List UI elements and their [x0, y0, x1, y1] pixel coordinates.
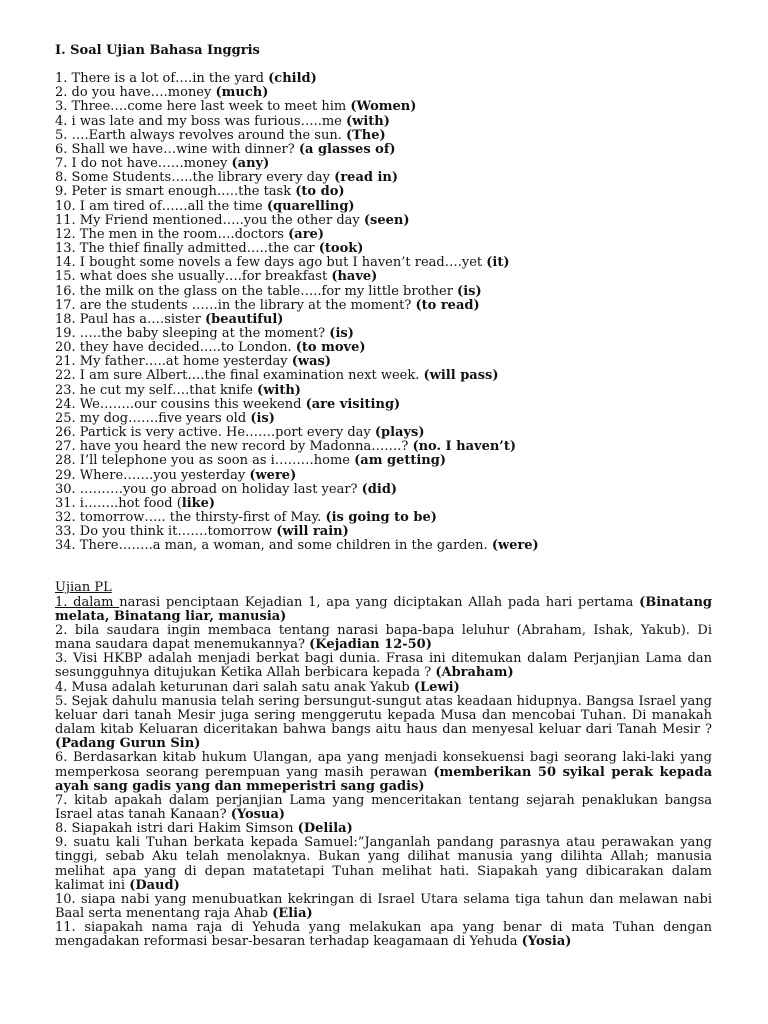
english-question [55, 157, 712, 171]
pl-question [55, 751, 712, 793]
question-answer: (are visiting) [305, 396, 401, 412]
question-answer: (memberikan 50 syikal perak kepada ayah sang gadis yang dan mmeperistri sang gadis) [55, 764, 712, 794]
question-answer: (have) [331, 269, 378, 285]
question-text: 5. ….Earth always revolves around the sun. [55, 127, 346, 143]
question-answer: (with) [346, 113, 390, 129]
question-text: 12. The men in the room….doctors [55, 226, 289, 242]
question-answer: (quarelling) [266, 198, 355, 214]
english-question [55, 355, 712, 369]
question-answer: (seen) [363, 212, 410, 228]
english-question [55, 341, 712, 355]
pl-question [55, 836, 712, 893]
question-text: 16. the milk on the glass on the table…..for my little brother [55, 283, 458, 299]
question-answer: (Padang Gurun Sin) [55, 736, 201, 752]
question-text: 5. Sejak dahulu manusia telah sering bersungut-sungut atas keadaan hidupnya. Bangsa Israel yang keluar dari tanah Mesir juga sering menggerutu kepada Musa dan mencobai Tuhan. Di manakah dalam kitab Keluaran diceritakan bahwa bangs aitu haus dan menyesal keluar dari Tanah Mesir ? [55, 693, 712, 738]
english-question [55, 398, 712, 412]
english-question [55, 426, 712, 440]
pl-question [55, 794, 712, 822]
question-answer: (child) [268, 71, 317, 87]
question-text: 15. what does she usually….for breakfast [55, 269, 332, 285]
question-answer: (Women) [350, 99, 417, 115]
question-answer: (Elia) [272, 906, 313, 922]
question-answer: (took) [318, 241, 364, 257]
question-text: 28. I’ll telephone you as soon as i………home [55, 453, 355, 469]
question-answer: (will pass) [423, 368, 499, 384]
pl-question [55, 921, 712, 949]
question-answer: (with) [257, 382, 301, 398]
english-question [55, 483, 712, 497]
question-answer: (The) [345, 127, 386, 143]
english-question [55, 86, 712, 100]
english-question [55, 115, 712, 129]
question-answer: (a glasses of) [298, 141, 396, 157]
english-question [55, 171, 712, 185]
question-text: 11. My Friend mentioned…..you the other day [55, 212, 364, 228]
question-text: 4. Musa adalah keturunan dari salah satu anak Yakub [55, 679, 414, 695]
pl-question [55, 652, 712, 680]
question-answer: (it) [486, 255, 510, 271]
pl-question-1 [55, 596, 712, 624]
question-text: 4. i was late and my boss was furious…..me [55, 113, 346, 129]
question-answer: (am getting) [354, 453, 446, 469]
question-answer: (to read) [415, 297, 480, 313]
english-question-list [55, 72, 712, 553]
pl-question [55, 624, 712, 652]
question-text: 3. Visi HKBP adalah menjadi berkat bagi dunia. Frasa ini ditemukan dalam Perjanjian Lama dan sesungguhnya ditujukan Ketika Allah berbicara kepada ? [55, 651, 712, 681]
question-text: 24. We……..our cousins this weekend [55, 396, 306, 412]
question-text: 27. have you heard the new record by Madonna…….? [55, 439, 413, 455]
question-answer: (is) [250, 410, 275, 426]
english-question [55, 270, 712, 284]
pl-question [55, 893, 712, 921]
question-text: 14. I bought some novels a few days ago but I haven’t read….yet [55, 255, 487, 271]
english-question [55, 412, 712, 426]
question-text: 6. Berdasarkan kitab hukum Ulangan, apa yang menjadi konsekuensi bagi seorang laki-laki yang memperkosa seorang perempuan yang masih perawan [55, 750, 712, 780]
question-text: 7. kitab apakah dalam perjanjian Lama yang menceritakan tentang sejarah penaklukan bangsa Israel atas tanah Kanaan? [55, 792, 712, 822]
question-text: 2. bila saudara ingin membaca tentang narasi bapa-bapa leluhur (Abraham, Ishak, Yakub). Di mana saudara dapat menemukannya? [55, 622, 712, 653]
question-answer: (Yosua) [230, 806, 286, 822]
question-text: 8. Siapakah istri dari Hakim Simson [55, 821, 298, 837]
english-question [55, 299, 712, 313]
question-text: 8. Some Students…..the library every day [55, 170, 335, 186]
question-text: 3. Three….come here last week to meet him [55, 99, 351, 115]
question-answer: (Abraham) [435, 665, 514, 681]
question-answer: (any) [231, 156, 270, 172]
english-question [55, 228, 712, 242]
pl-question-list [55, 624, 712, 950]
q1-answer: (Binatang melata, Binatang liar, manusia) [55, 594, 712, 624]
english-question [55, 497, 712, 511]
english-question [55, 285, 712, 299]
question-answer: (read in) [334, 170, 399, 186]
question-text: 26. Partick is very active. He…….port every day [55, 425, 375, 441]
english-question [55, 384, 712, 398]
question-text: 29. Where…….you yesterday [55, 467, 250, 483]
q1-underline-text: 1. dalam [55, 594, 120, 610]
section-gap [55, 553, 712, 581]
english-question [55, 242, 712, 256]
question-answer: (Delila) [297, 821, 353, 837]
question-answer: (to do) [295, 184, 345, 200]
question-answer: (is) [457, 283, 482, 299]
question-answer: (is) [329, 325, 354, 341]
question-text: 23. he cut my self….that knife [55, 382, 258, 398]
question-text: 33. Do you think it…….tomorrow [55, 524, 277, 540]
section1-title: I. Soal Ujian Bahasa Inggris [55, 43, 260, 58]
question-text: 20. they have decided…..to London. [55, 340, 296, 356]
english-question [55, 256, 712, 270]
pl-question [55, 681, 712, 695]
pl-question [55, 822, 712, 836]
question-answer: (will rain) [276, 524, 349, 540]
question-text: 9. suatu kali Tuhan berkata kepada Samuel:”Janganlah pandang parasnya atau perawakan yang tinggi, sebab Aku telah menolaknya. Bukan yang dilihat manusia yang dilihta Allah; manusia melihat apa yang di depan matatetapi Tuhan melihat hati. Siapakah yang dibicarakan dalam kalimat ini [55, 835, 712, 893]
question-text: 31. i……..hot food ( [55, 495, 182, 511]
question-text: 34. There……..a man, a woman, and some children in the garden. [55, 538, 492, 554]
question-answer: (were) [249, 467, 297, 483]
question-answer: (Yosia) [521, 934, 572, 950]
question-answer: (Kejadian 12-50) [309, 637, 432, 653]
question-text: 10. I am tired of……all the time [55, 198, 267, 214]
english-question [55, 185, 712, 199]
question-text: 9. Peter is smart enough…..the task [55, 184, 296, 200]
question-answer: (was) [291, 354, 332, 370]
question-text: 19. …..the baby sleeping at the moment? [55, 325, 330, 341]
question-answer: (much) [215, 85, 269, 101]
english-question [55, 200, 712, 214]
english-question [55, 469, 712, 483]
english-question [55, 525, 712, 539]
english-question [55, 313, 712, 327]
english-question [55, 440, 712, 454]
english-question [55, 129, 712, 143]
english-question [55, 327, 712, 341]
question-answer: (plays) [374, 425, 425, 441]
question-answer: (were) [491, 538, 539, 554]
english-question [55, 511, 712, 525]
question-text: 32. tomorrow….. the thirsty-first of May. [55, 510, 326, 525]
question-answer: (is going to be) [325, 510, 437, 525]
question-text: 22. I am sure Albert….the final examination next week. [55, 368, 424, 384]
question-text: 7. I do not have……money [55, 156, 232, 172]
english-question [55, 143, 712, 157]
question-answer: (no. I haven’t) [412, 439, 516, 455]
question-text: 25. my dog…….five years old [55, 410, 251, 426]
question-answer: (Daud) [129, 877, 180, 893]
question-text: 2. do you have….money [55, 85, 216, 101]
question-text: 21. My father…..at home yesterday [55, 354, 292, 370]
question-text: 11. siapakah nama raja di Yehuda yang melakukan apa yang benar di mata Tuhan dengan mengadakan reformasi besar-besaran terhadap keagamaan di Yehuda [55, 920, 712, 950]
question-answer: (to move) [295, 340, 366, 356]
english-question [55, 369, 712, 383]
question-answer: (Lewi) [413, 679, 460, 695]
question-answer: (are) [288, 226, 324, 242]
question-text: 30. ……….you go abroad on holiday last year? [55, 481, 362, 497]
question-answer: like) [181, 495, 216, 511]
question-answer: (beautiful) [204, 311, 284, 327]
pl-question [55, 695, 712, 752]
section2-title: Ujian PL [55, 580, 112, 596]
question-text: 17. are the students ……in the library at the moment? [55, 297, 416, 313]
english-question [55, 214, 712, 228]
question-text: 18. Paul has a….sister [55, 311, 205, 327]
english-question [55, 72, 712, 86]
english-question [55, 454, 712, 468]
question-text: 6. Shall we have…wine with dinner? [55, 141, 299, 157]
q1-text: narasi penciptaan Kejadian 1, apa yang diciptakan Allah pada hari pertama [119, 594, 640, 610]
question-text: 10. siapa nabi yang menubuatkan kekringan di Israel Utara selama tiga tahun dan melawan nabi Baal serta menentang raja Ahab [55, 891, 712, 922]
question-text: 1. There is a lot of….in the yard [55, 71, 269, 87]
english-question [55, 539, 712, 553]
document-page [55, 44, 712, 950]
question-answer: (did) [361, 481, 398, 497]
question-text: 13. The thief finally admitted…..the car [55, 241, 319, 257]
english-question [55, 100, 712, 114]
